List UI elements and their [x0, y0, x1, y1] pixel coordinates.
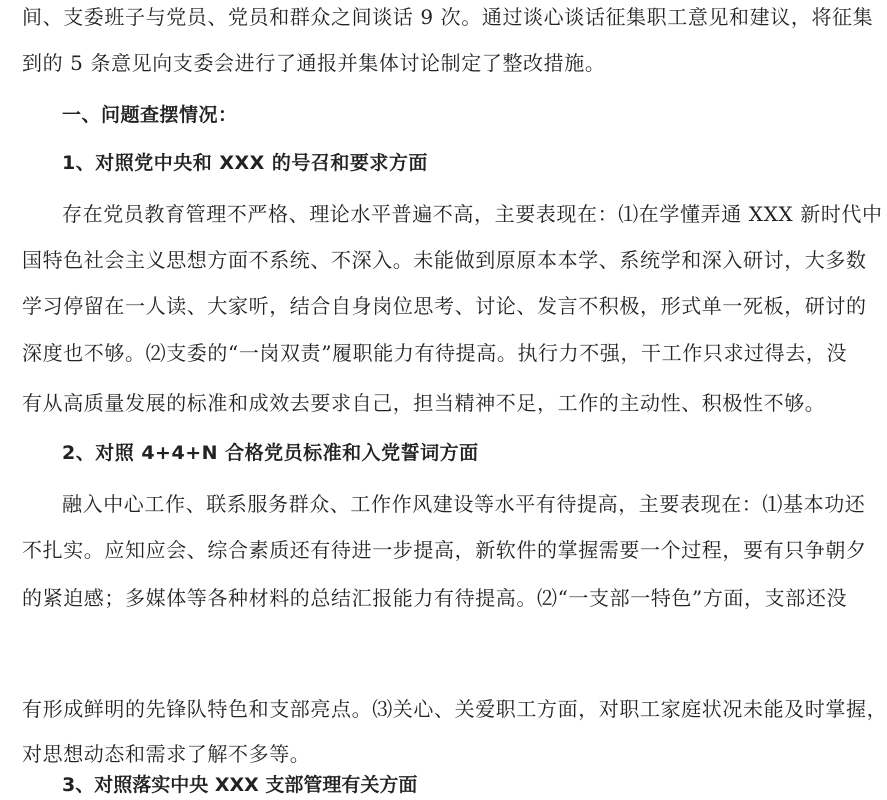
item1-heading: 1、对照党中央和 XXX 的号召和要求方面	[62, 152, 428, 174]
item1-line-5: 有从高质量发展的标准和成效去要求自己，担当精神不足，工作的主动性、积极性不够。	[22, 391, 826, 415]
intro-line-1: 间、支委班子与党员、党员和群众之间谈话 9 次。通过谈心谈话征集职工意见和建议，将征集	[22, 5, 874, 29]
item2-heading: 2、对照 4+4+N 合格党员标准和入党誓词方面	[62, 442, 479, 464]
item2-line-1: 融入中心工作、联系服务群众、工作作风建设等水平有待提高，主要表现在：⑴基本功还	[62, 492, 866, 516]
item2-line-5: 对思想动态和需求了解不多等。	[22, 742, 311, 766]
item1-line-4: 深度也不够。⑵支委的“一岗双责”履职能力有待提高。执行力不强，干工作只求过得去，没	[22, 341, 848, 365]
item3-heading: 3、对照落实中央 XXX 支部管理有关方面	[62, 774, 418, 796]
intro-line-2: 到的 5 条意见向支委会进行了通报并集体讨论制定了整改措施。	[22, 51, 606, 75]
item2-line-4: 有形成鲜明的先锋队特色和支部亮点。⑶关心、关爱职工方面，对职工家庭状况未能及时掌握，	[22, 697, 887, 721]
item1-line-2: 国特色社会主义思想方面不系统、不深入。未能做到原原本本学、系统学和深入研讨，大多数	[22, 248, 867, 272]
item1-line-1: 存在党员教育管理不严格、理论水平普遍不高，主要表现在：⑴在学懂弄通 XXX 新时代中	[62, 202, 883, 226]
item1-line-3: 学习停留在一人读、大家听，结合自身岗位思考、讨论、发言不积极，形式单一死板，研讨的	[22, 294, 867, 318]
item2-line-2: 不扎实。应知应会、综合素质还有待进一步提高，新软件的掌握需要一个过程，要有只争朝夕	[22, 538, 867, 562]
section-title: 一、问题查摆情况：	[62, 104, 238, 126]
item3-heading-cut	[62, 774, 422, 798]
item2-line-3: 的紧迫感；多媒体等各种材料的总结汇报能力有待提高。⑵“一支部一特色”方面，支部还没	[22, 586, 848, 610]
